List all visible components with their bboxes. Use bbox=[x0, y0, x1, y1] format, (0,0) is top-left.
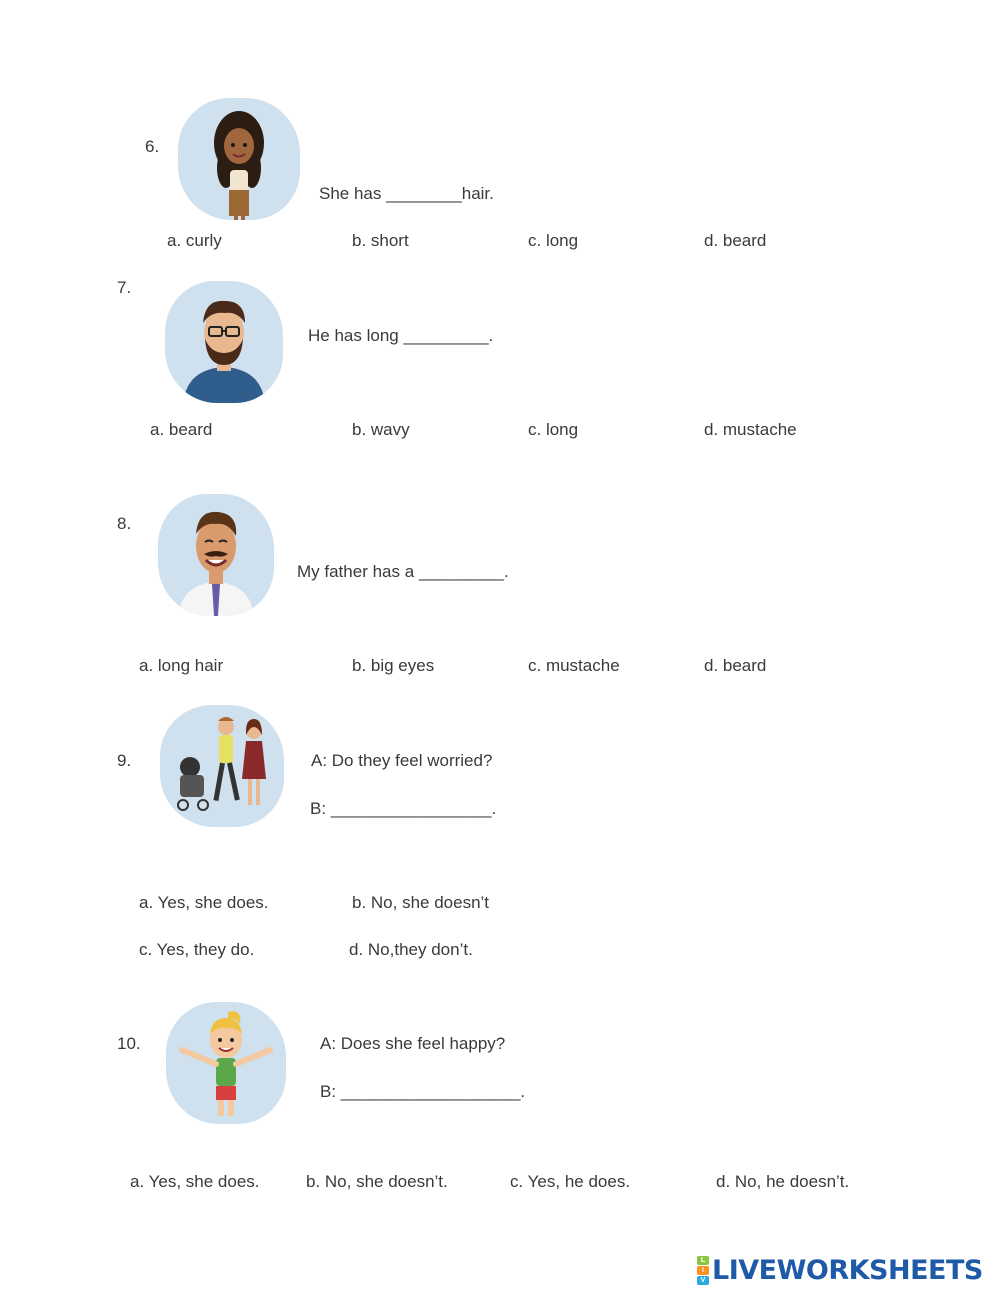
question-7-option-a[interactable]: a. beard bbox=[150, 420, 213, 439]
question-8-option-d[interactable]: d. beard bbox=[704, 656, 767, 675]
curly-haired-girl-icon bbox=[178, 98, 300, 220]
question-9-prompt-b: B: _________________. bbox=[310, 799, 497, 818]
question-6-option-d[interactable]: d. beard bbox=[704, 231, 767, 250]
question-10-prompt-a: A: Does she feel happy? bbox=[320, 1034, 506, 1053]
happy-jumping-girl-icon bbox=[166, 1002, 286, 1124]
question-7-option-c[interactable]: c. long bbox=[528, 420, 579, 439]
question-8-number: 8. bbox=[117, 514, 132, 533]
logo-tiles bbox=[697, 1256, 709, 1285]
question-8-option-c[interactable]: c. mustache bbox=[528, 656, 620, 675]
question-7-number: 7. bbox=[117, 278, 132, 297]
question-7-prompt: He has long _________. bbox=[308, 326, 494, 345]
question-10-option-d[interactable]: d. No, he doesn’t. bbox=[716, 1172, 850, 1191]
question-6-number: 6. bbox=[145, 137, 160, 156]
question-10-option-b[interactable]: b. No, she doesn’t. bbox=[306, 1172, 448, 1191]
logo-tile-l: L bbox=[697, 1256, 709, 1265]
question-10-option-c[interactable]: c. Yes, he does. bbox=[510, 1172, 631, 1191]
question-6-option-b[interactable]: b. short bbox=[352, 231, 409, 250]
question-8-prompt: My father has a _________. bbox=[297, 562, 509, 581]
liveworksheets-logo[interactable] bbox=[697, 1255, 983, 1285]
question-10-option-a[interactable]: a. Yes, she does. bbox=[130, 1172, 260, 1191]
question-6-option-a[interactable]: a. curly bbox=[167, 231, 222, 250]
question-9-illustration bbox=[160, 705, 284, 827]
question-8-illustration bbox=[158, 494, 274, 616]
question-9-option-d[interactable]: d. No,they don’t. bbox=[349, 940, 473, 959]
man-with-mustache-icon bbox=[158, 494, 274, 616]
question-8-option-a[interactable]: a. long hair bbox=[139, 656, 224, 675]
question-6-illustration bbox=[178, 98, 300, 220]
question-9-option-a[interactable]: a. Yes, she does. bbox=[139, 893, 269, 912]
question-6-option-c[interactable]: c. long bbox=[528, 231, 579, 250]
question-6-prompt: She has ________hair. bbox=[319, 184, 494, 203]
question-9-prompt-a: A: Do they feel worried? bbox=[311, 751, 493, 770]
question-9-number: 9. bbox=[117, 751, 132, 770]
question-10-number: 10. bbox=[117, 1034, 141, 1053]
question-9-option-b[interactable]: b. No, she doesn’t bbox=[352, 893, 490, 912]
question-10-prompt-b: B: ___________________. bbox=[320, 1082, 526, 1101]
man-with-beard-and-glasses-icon bbox=[165, 281, 283, 403]
logo-tile-v: V bbox=[697, 1276, 709, 1285]
question-8-option-b[interactable]: b. big eyes bbox=[352, 656, 435, 675]
family-with-stroller-icon bbox=[160, 705, 284, 827]
question-10-illustration bbox=[166, 1002, 286, 1124]
question-7-illustration bbox=[165, 281, 283, 403]
logo-wordmark: LIVEWORKSHEETS bbox=[712, 1254, 983, 1286]
question-7-option-d[interactable]: d. mustache bbox=[704, 420, 797, 439]
question-9-option-c[interactable]: c. Yes, they do. bbox=[139, 940, 255, 959]
question-7-option-b[interactable]: b. wavy bbox=[352, 420, 410, 439]
logo-tile-i: I bbox=[697, 1266, 709, 1275]
